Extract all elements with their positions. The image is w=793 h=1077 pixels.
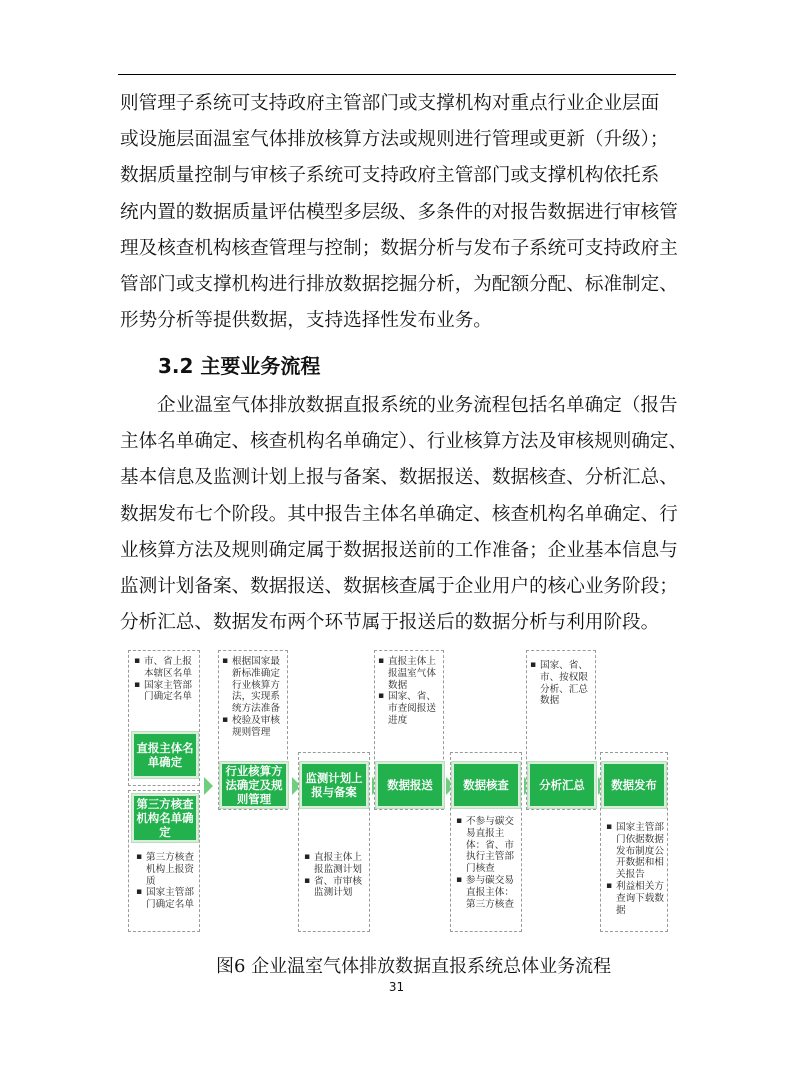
stage-box-verifier-list: 第三方核查机构名单确定 [132, 794, 198, 842]
text-line: 企业温室气体排放数据直报系统的业务流程包括名单确定（报告 [157, 395, 678, 416]
text-line: 分析汇总、数据发布两个环节属于报送后的数据分析与利用阶段。 [120, 612, 660, 634]
note-item: ▪ 利益相关方查询下载数据 [606, 881, 666, 916]
stage-box-data-verification: 数据核查 [452, 762, 520, 808]
text-line: 业核算方法及规则确定属于数据报送前的工作准备；企业基本信息与 [120, 539, 678, 561]
header-rule [118, 74, 676, 75]
note-item: ▪ 国家主管部门确定名单 [134, 680, 198, 704]
note-list [222, 656, 286, 739]
flow-arrow [204, 777, 213, 795]
text-line: 理及核查机构核查管理与控制；数据分析与发布子系统可支持政府主 [120, 237, 678, 259]
text-line: 基本信息及监测计划上报与备案、数据报送、数据核查、分析汇总、 [120, 467, 678, 489]
note-item: ▪ 省、市审核监测计划 [304, 876, 368, 900]
note-item: ▪ 直报主体上报监测计划 [304, 852, 368, 876]
text-line: 管部门或支撑机构进行排放数据挖掘分析，为配额分配、标准制定、 [120, 274, 678, 296]
text-line: 数据质量控制与审核子系统可支持政府主管部门或支撑机构依托系 [120, 165, 660, 187]
stage-box-data-submission: 数据报送 [376, 762, 444, 808]
note-item: ▪ 参与碳交易直报主体：第三方核查 [456, 875, 520, 910]
note-item: ▪ 直报主体上报温室气体数据 [378, 656, 442, 691]
note-list [378, 656, 442, 727]
note-list [606, 822, 666, 916]
note-item: ▪ 国家主管部门确定名单 [136, 887, 198, 911]
note-item: ▪ 不参与碳交易直报主体：省、市执行主管部门核查 [456, 816, 520, 875]
note-list [304, 852, 368, 899]
figure-caption: 图6 企业温室气体排放数据直报系统总体业务流程 [216, 956, 612, 977]
note-item: ▪ 市、省上报本辖区名单 [134, 656, 198, 680]
note-item: ▪ 国家、省、市、按权限分析、汇总数据 [530, 660, 594, 707]
note-list [530, 660, 594, 707]
text-line: 监测计划备案、数据报送、数据核查属于企业用户的核心业务阶段； [120, 576, 678, 598]
text-line: 形势分析等提供数据，支持选择性发布业务。 [120, 310, 492, 332]
note-item: ▪ 第三方核查机构上报资质 [136, 852, 198, 887]
note-item: ▪ 校验及审核规则管理 [222, 715, 286, 739]
stage-box-data-release: 数据发布 [602, 762, 666, 808]
section-heading: 3.2 主要业务流程 [158, 354, 321, 378]
note-list [456, 816, 520, 910]
text-line: 数据发布七个阶段。其中报告主体名单确定、核查机构名单确定、行 [120, 503, 678, 525]
stage-box-analysis-summary: 分析汇总 [528, 762, 596, 808]
text-line: 主体名单确定、核查机构名单确定）、行业核算方法及审核规则确定、 [120, 431, 688, 453]
page-number: 31 [388, 980, 405, 994]
paragraph-1 [120, 86, 676, 339]
paragraph-2 [120, 388, 688, 641]
stage-box-monitoring-plan: 监测计划上报与备案 [300, 762, 368, 808]
text-line: 则管理子系统可支持政府主管部门或支撑机构对重点行业企业层面 [120, 93, 660, 114]
note-item: ▪ 根据国家最新标准确定行业核算方法，实现系统方法准备 [222, 656, 286, 715]
stage-box-report-entity-list: 直报主体名单确定 [132, 732, 198, 778]
note-item: ▪ 国家、省、市查阅报送进度 [378, 691, 442, 726]
text-line: 或设施层面温室气体排放核算方法或规则进行管理或更新（升级）； [120, 129, 669, 151]
note-item: ▪ 国家主管部门依据数据发布制度公开数据和相关报告 [606, 822, 666, 881]
business-flow-diagram [124, 646, 672, 938]
text-line: 统内置的数据质量评估模型多层级、多条件的对报告数据进行审核管 [120, 201, 678, 223]
stage-box-accounting-method: 行业核算方法确定及规则管理 [220, 762, 288, 808]
note-list [134, 656, 198, 703]
note-list [136, 852, 198, 911]
